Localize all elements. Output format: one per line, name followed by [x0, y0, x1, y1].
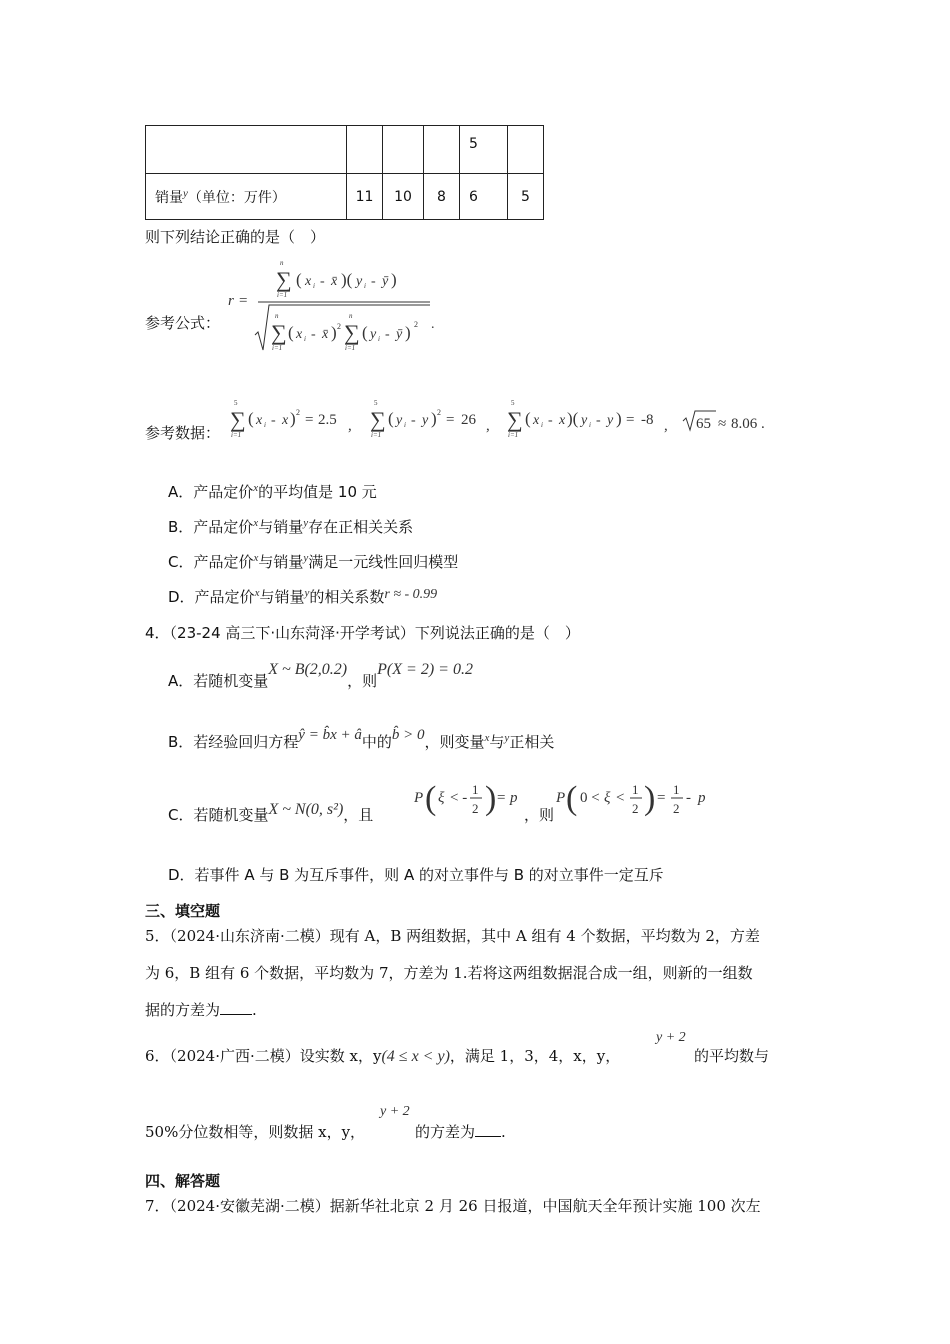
svg-text:-: - [320, 274, 325, 289]
svg-text:P: P [556, 790, 566, 806]
q6-line-2: 50%分位数相等，则数据 x，y， [145, 1123, 366, 1141]
svg-text:y: y [607, 413, 614, 428]
q3-option-a: A．产品定价$^x$的平均值是 10 元 [168, 482, 377, 501]
svg-text:(: ( [288, 323, 294, 342]
svg-text:-: - [548, 413, 553, 428]
svg-text:i: i [364, 282, 366, 290]
svg-text:=: = [446, 412, 455, 428]
svg-text:< -: < - [450, 790, 468, 806]
svg-text:i=1: i=1 [371, 431, 382, 439]
svg-text:2: 2 [472, 801, 479, 816]
svg-text:i: i [304, 335, 306, 343]
svg-text:)(: )( [567, 409, 579, 428]
q6-frac-numerator-2: y + 2 [380, 1104, 410, 1119]
svg-text:y: y [422, 413, 429, 428]
svg-text:5: 5 [374, 399, 378, 407]
svg-text:): ) [331, 323, 337, 342]
svg-text:(: ( [425, 780, 437, 817]
svg-text:-: - [596, 413, 601, 428]
table-cell: 8 [424, 174, 460, 220]
svg-text:): ) [405, 323, 411, 342]
table-cell [508, 126, 544, 174]
svg-text:i: i [378, 335, 380, 343]
svg-text:∑: ∑ [230, 407, 246, 432]
svg-text:-: - [271, 413, 276, 428]
svg-text:ȳ: ȳ [396, 327, 403, 342]
svg-text:i: i [313, 282, 315, 290]
svg-text:): ) [644, 780, 656, 817]
svg-text:5: 5 [511, 399, 515, 407]
svg-text:): ) [616, 409, 622, 428]
svg-text:p: p [510, 790, 518, 806]
svg-text:2: 2 [673, 801, 680, 816]
svg-text:i=1: i=1 [345, 344, 356, 352]
svg-text:1: 1 [472, 782, 479, 797]
svg-text:(: ( [296, 270, 302, 289]
table-cell: 5 [508, 174, 544, 220]
approx-value: 8.06 [731, 416, 758, 432]
svg-text:r: r [228, 293, 234, 309]
q4-option-b: B．若经验回归方程ŷ = b̂x + â中的b̂ > 0，则变量$^x$与$^y$正相关 [168, 727, 555, 751]
svg-text:2: 2 [337, 322, 341, 331]
svg-text:x: x [256, 413, 263, 428]
table-cell: 6 [460, 174, 508, 220]
q5-line-1: 5．（2024·山东济南·二模）现有 A，B 两组数据，其中 A 组有 4 个数据，平均数为 2，方差 [145, 927, 760, 945]
q4-option-a: A．若随机变量X ~ B(2,0.2)，则P(X = 2) = 0.2 [168, 661, 473, 690]
svg-text:): ) [290, 409, 296, 428]
svg-text:,: , [486, 418, 490, 434]
svg-text:n: n [280, 259, 284, 267]
svg-text:1: 1 [673, 782, 680, 797]
svg-text:∑: ∑ [276, 267, 292, 292]
data-value-1: 2.5 [318, 412, 337, 428]
svg-text:p: p [698, 790, 706, 806]
svg-text:-: - [371, 274, 376, 289]
data-value-3: -8 [641, 412, 654, 428]
q4-stem: 4．（23-24 高三下·山东菏泽·开学考试）下列说法正确的是（ ） [145, 624, 580, 642]
section-heading-answer: 四、解答题 [145, 1172, 221, 1190]
q6-line-1: 6．（2024·广西·二模）设实数 x，y(4 ≤ x < y)，满足 1，3，4，x，y， [145, 1047, 621, 1065]
svg-text:-: - [385, 327, 390, 342]
reference-data-formulas [228, 395, 788, 445]
svg-text:=: = [626, 412, 635, 428]
svg-text:<: < [616, 790, 625, 806]
svg-text:∑: ∑ [370, 407, 386, 432]
svg-text:): ) [485, 780, 497, 817]
svg-text:n: n [275, 312, 279, 320]
svg-text:y: y [396, 413, 403, 428]
svg-text:=: = [239, 293, 248, 309]
correlation-formula [225, 255, 450, 355]
svg-text:1: 1 [632, 782, 639, 797]
svg-text:P: P [414, 790, 424, 806]
svg-text:x: x [296, 327, 303, 342]
svg-text:.: . [761, 416, 765, 432]
table-cell [347, 126, 383, 174]
q5-line-3: 据的方差为 . [145, 1001, 257, 1019]
svg-text:2: 2 [437, 408, 441, 417]
svg-text:x: x [533, 413, 540, 428]
q3-stem: 则下列结论正确的是（ ） [145, 228, 326, 246]
svg-text:,: , [664, 418, 668, 434]
q6-line-2-end: 的方差为 . [415, 1123, 506, 1141]
svg-text:x: x [305, 274, 312, 289]
svg-text:(: ( [566, 780, 578, 817]
table-cell: 5 [460, 126, 508, 174]
svg-text:∑: ∑ [271, 320, 287, 345]
table-cell [383, 126, 424, 174]
q4-option-d: D．若事件 A 与 B 为互斥事件，则 A 的对立事件与 B 的对立事件一定互斥 [168, 866, 664, 884]
answer-blank[interactable] [475, 1122, 501, 1137]
q6-frac-numerator-1: y + 2 [656, 1030, 686, 1045]
q7-line-1: 7．（2024·安徽芜湖·二模）据新华社北京 2 月 26 日报道，中国航天全年预计实施 100 次左 [145, 1197, 761, 1215]
svg-text:i: i [589, 421, 591, 429]
q3-option-c: C．产品定价$^x$与销量$^y$满足一元线性回归模型 [168, 552, 459, 571]
table-cell: 10 [383, 174, 424, 220]
q4-c-then: ，则 [524, 806, 555, 824]
svg-text:i=1: i=1 [231, 431, 242, 439]
svg-text:0 <: 0 < [580, 790, 600, 806]
svg-text:i=1: i=1 [277, 291, 288, 299]
svg-text:2: 2 [296, 408, 300, 417]
svg-text:2: 2 [414, 320, 418, 329]
table-cell [146, 126, 347, 174]
svg-text:-: - [411, 413, 416, 428]
svg-text:(: ( [525, 409, 531, 428]
svg-text:=: = [657, 790, 666, 806]
sqrt-value: 65 [696, 416, 711, 432]
table-cell: 11 [347, 174, 383, 220]
answer-blank[interactable] [220, 1000, 252, 1015]
section-heading-fill-in: 三、填空题 [145, 902, 221, 920]
svg-text:,: , [348, 418, 352, 434]
svg-text:x̄: x̄ [331, 274, 338, 289]
table-row-label: 销量$^y$（单位：万件） [146, 174, 347, 220]
q6-line-1-end: 的平均数与 [694, 1047, 770, 1065]
svg-text:-: - [311, 327, 316, 342]
svg-text:∑: ∑ [344, 320, 360, 345]
svg-text:(: ( [362, 323, 368, 342]
svg-text:2: 2 [632, 801, 639, 816]
svg-text:): ) [391, 270, 397, 289]
svg-text:=: = [305, 412, 314, 428]
svg-text:(: ( [248, 409, 254, 428]
data-table [145, 125, 544, 220]
data-label: 参考数据： [145, 424, 221, 442]
svg-text:y: y [581, 413, 588, 428]
svg-text:n: n [349, 312, 353, 320]
svg-text:x̄: x̄ [322, 327, 329, 342]
formula-label: 参考公式： [145, 314, 221, 332]
q3-option-d: D．产品定价$^x$与销量$^y$的相关系数r ≈ - 0.99 [168, 587, 438, 606]
svg-text:i: i [541, 421, 543, 429]
q3-option-b: B．产品定价$^x$与销量$^y$存在正相关关系 [168, 517, 414, 536]
table-cell [424, 126, 460, 174]
svg-text:ξ: ξ [604, 790, 611, 806]
svg-text:≈: ≈ [718, 416, 727, 432]
svg-text:=: = [497, 790, 506, 806]
svg-text:i=1: i=1 [508, 431, 519, 439]
svg-text:(: ( [388, 409, 394, 428]
q4-option-c: C．若随机变量X ~ N(0, s²)，且 [168, 801, 374, 824]
svg-text:.: . [431, 317, 435, 332]
svg-text:5: 5 [234, 399, 238, 407]
svg-text:i=1: i=1 [272, 344, 283, 352]
svg-text:i: i [404, 421, 406, 429]
svg-text:ȳ: ȳ [382, 274, 389, 289]
svg-text:)(: )( [341, 270, 353, 289]
data-value-2: 26 [461, 412, 476, 428]
svg-text:y: y [370, 327, 377, 342]
svg-text:): ) [431, 409, 437, 428]
q4-c-result-formula [552, 775, 722, 825]
svg-text:∑: ∑ [507, 407, 523, 432]
svg-text:i: i [264, 421, 266, 429]
svg-text:-: - [686, 790, 691, 806]
svg-text:ξ: ξ [438, 790, 445, 806]
svg-text:x: x [282, 413, 289, 428]
svg-text:y: y [356, 274, 363, 289]
svg-text:x: x [559, 413, 566, 428]
q5-line-2: 为 6，B 组有 6 个数据，平均数为 7，方差为 1.若将这两组数据混合成一组，则新的一组数 [145, 964, 753, 982]
